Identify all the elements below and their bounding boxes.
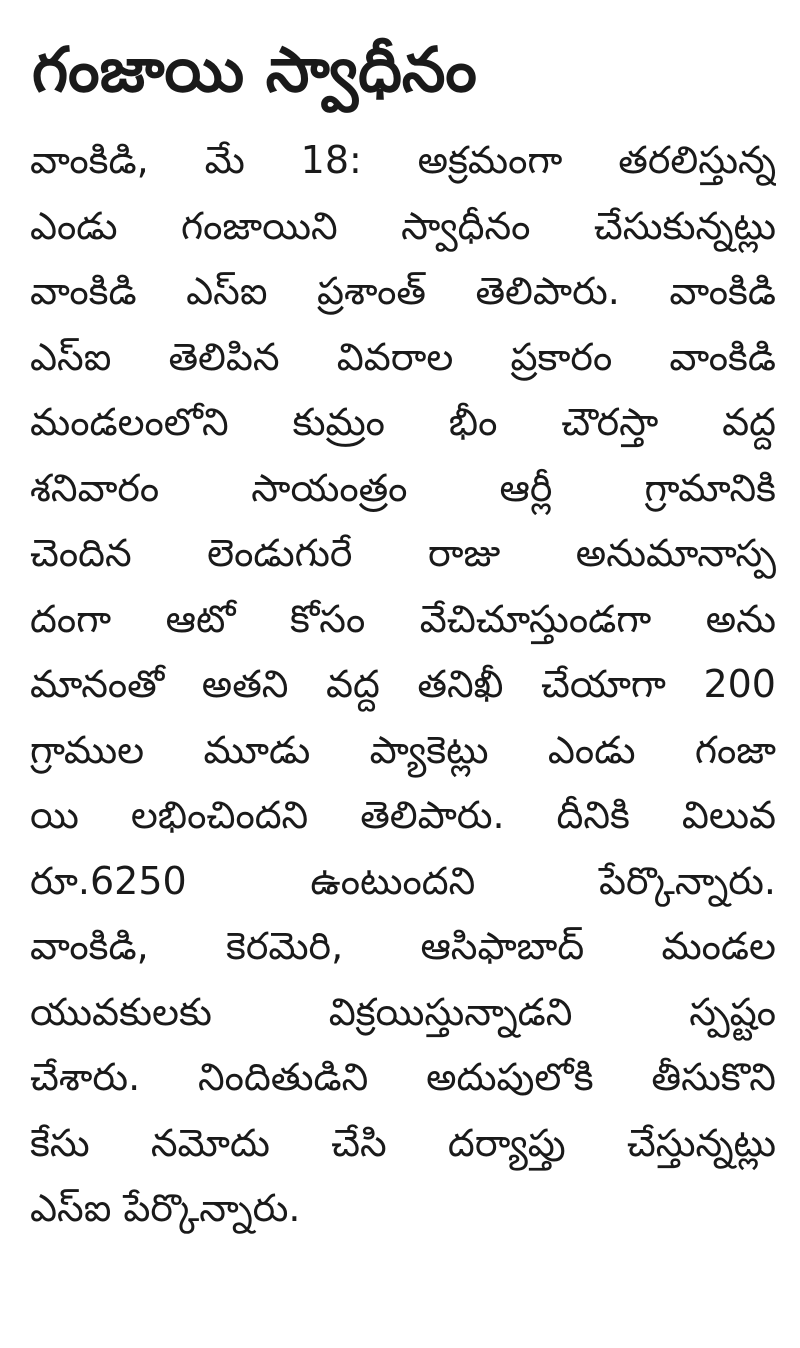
article-line: వాంకిడి ఎస్ఐ ప్రశాంత్ తెలిపారు. వాంకిడి (30, 269, 776, 313)
article-line: ఎండు గంజాయిని స్వాధీనం చేసుకున్నట్లు (30, 203, 776, 248)
article-line: శనివారం సాయంత్రం ఆర్లీ గ్రామానికి (30, 465, 776, 510)
article-line: వాంకిడి, మే 18: అక్రమంగా తరలిస్తున్న (30, 138, 776, 182)
article-line: చేశారు. నిందితుడిని అదుపులోకి తీసుకొని (30, 1055, 776, 1099)
article-line: ఎస్ఐ తెలిపిన వివరాల ప్రకారం వాంకిడి (30, 334, 776, 379)
article-line: మండలంలోని కుమ్రం భీం చౌరస్తా వద్ద (30, 400, 776, 444)
article-line: రూ.6250 ఉంటుందని పేర్కొన్నారు. (30, 858, 776, 903)
article-line: దంగా ఆటో కోసం వేచిచూస్తుండగా అను (30, 596, 776, 641)
article-body (30, 128, 776, 1242)
article-line: చెందిన లెండుగురే రాజు అనుమానాస్ప (30, 531, 776, 575)
article-line: మానంతో అతని వద్ద తనిఖీ చేయాగా 200 (30, 662, 776, 706)
article-line: యువకులకు విక్రయిస్తున్నాడని స్పష్టం (30, 989, 776, 1034)
article-line: కేసు నమోదు చేసి దర్యాప్తు చేస్తున్నట్లు (30, 1120, 776, 1165)
article-line: యి లభించిందని తెలిపారు. దీనికి విలువ (30, 793, 776, 837)
article-line: గ్రాముల మూడు ప్యాకెట్లు ఎండు గంజా (30, 727, 776, 772)
article-line: వాంకిడి, కెరమెరి, ఆసిఫాబాద్ మండల (30, 924, 776, 968)
article-headline: గంజాయి స్వాధీనం (32, 33, 477, 106)
article-line: ఎస్ఐ పేర్కొన్నారు. (30, 1186, 301, 1230)
